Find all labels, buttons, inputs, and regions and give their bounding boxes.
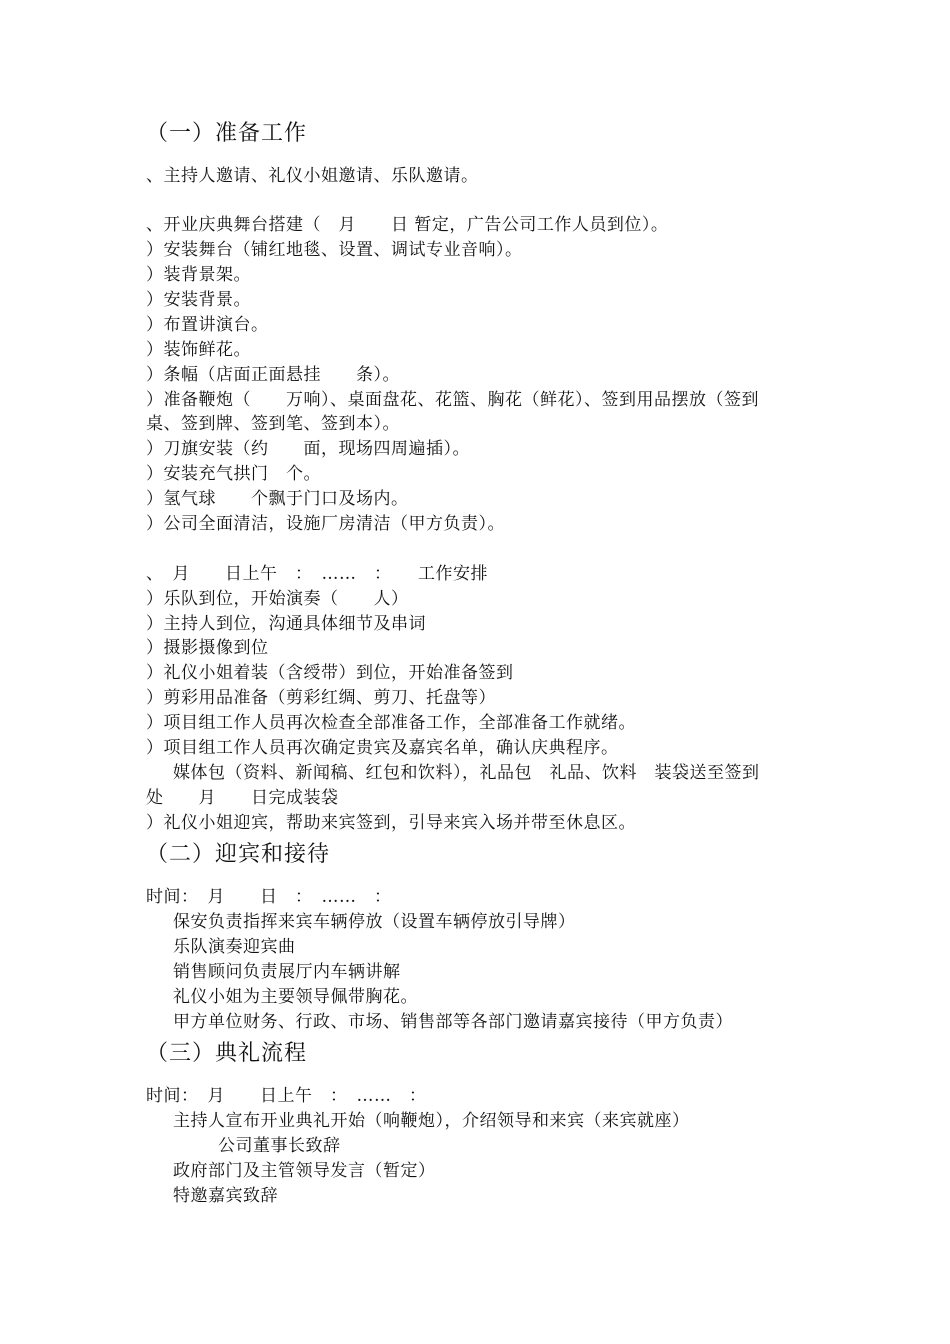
prep-line: ）安装舞台（铺红地毯、设置、调试专业音响）。 [146, 240, 523, 260]
ceremony-line: 主持人宣布开业典礼开始（响鞭炮），介绍领导和来宾（来宾就座） [173, 1111, 690, 1131]
ceremony-line: 时间： 月 日上午 ： …… ： [146, 1086, 427, 1106]
prep-line: 桌、签到牌、签到笔、签到本）。 [146, 414, 400, 434]
reception-line: 时间： 月 日 ： …… ： [146, 887, 392, 907]
prep-line: ）乐队到位，开始演奏（ 人） [146, 589, 409, 609]
prep-line: ）礼仪小姐着装（含绶带）到位，开始准备签到 [146, 663, 514, 683]
prep-line: ）条幅（店面正面悬挂 条）。 [146, 365, 400, 385]
prep-line: 、开业庆典舞台搭建（ 月 日 暂定，广告公司工作人员到位）。 [146, 215, 669, 235]
prep-line: ）氢气球 个飘于门口及场内。 [146, 489, 409, 509]
prep-line: ）剪彩用品准备（剪彩红绸、剪刀、托盘等） [146, 688, 496, 708]
prep-line: 、主持人邀请、礼仪小姐邀请、乐队邀请。 [146, 166, 479, 186]
prep-line: ）装饰鲜花。 [146, 340, 251, 360]
reception-line: 乐队演奏迎宾曲 [173, 937, 296, 957]
section-heading-ceremony: （三）典礼流程 [146, 1041, 308, 1066]
ceremony-line: 政府部门及主管领导发言（暂定） [173, 1161, 436, 1181]
prep-line: ）项目组工作人员再次确定贵宾及嘉宾名单，确认庆典程序。 [146, 738, 619, 758]
prep-line: ）主持人到位，沟通具体细节及串词 [146, 614, 426, 634]
prep-line: ）公司全面清洁，设施厂房清洁（甲方负责）。 [146, 514, 505, 534]
prep-line: ）准备鞭炮（ 万响）、桌面盘花、花篮、胸花（鲜花）、签到用品摆放（签到 [146, 390, 759, 410]
prep-line: ）刀旗安装（约 面，现场四周遍插）。 [146, 439, 470, 459]
reception-line: 销售顾问负责展厅内车辆讲解 [173, 962, 401, 982]
ceremony-line: 公司董事长致辞 [218, 1136, 341, 1156]
prep-line: ）安装背景。 [146, 290, 251, 310]
prep-line: ）礼仪小姐迎宾，帮助来宾签到，引导来宾入场并带至休息区。 [146, 813, 636, 833]
reception-line: 甲方单位财务、行政、市场、销售部等各部门邀请嘉宾接待（甲方负责） [173, 1012, 733, 1032]
prep-line: ）摄影摄像到位 [146, 638, 269, 658]
reception-line: 保安负责指挥来宾车辆停放（设置车辆停放引导牌） [173, 912, 576, 932]
prep-line: ）项目组工作人员再次检查全部准备工作，全部准备工作就绪。 [146, 713, 636, 733]
section-heading-reception: （二）迎宾和接待 [146, 842, 331, 867]
prep-line: 处 月 日完成装袋 [146, 788, 339, 808]
section-heading-prep: （一）准备工作 [146, 121, 308, 146]
reception-line: 礼仪小姐为主要领导佩带胸花。 [173, 987, 418, 1007]
prep-line: 媒体包（资料、新闻稿、红包和饮料），礼品包 礼品、饮料 装袋送至签到 [173, 763, 760, 783]
prep-line: ）布置讲演台。 [146, 315, 269, 335]
prep-line: ）装背景架。 [146, 265, 251, 285]
prep-line: ）安装充气拱门 个。 [146, 464, 321, 484]
prep-line: 、 月 日上午 ： …… ： 工作安排 [146, 564, 488, 584]
ceremony-line: 特邀嘉宾致辞 [173, 1186, 278, 1206]
